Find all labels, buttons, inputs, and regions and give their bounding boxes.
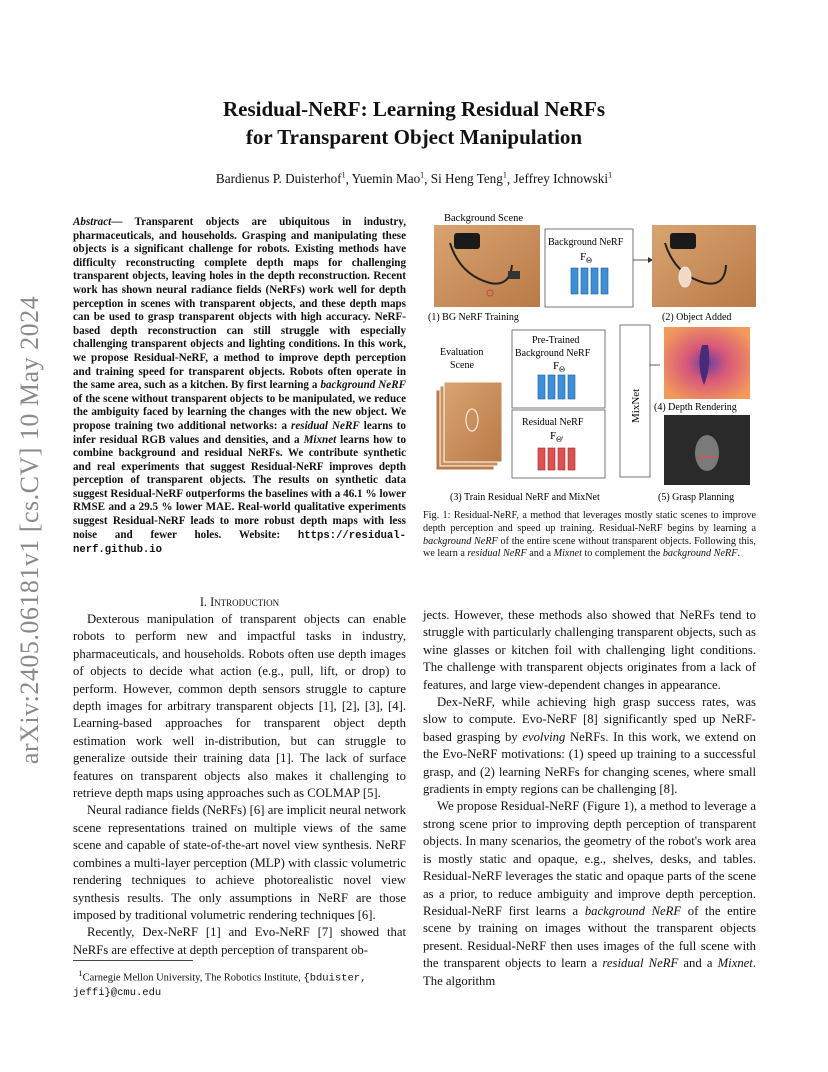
title-line-2: for Transparent Object Manipulation bbox=[245, 125, 583, 149]
mlp-bar bbox=[558, 375, 565, 399]
title-line-1: Residual-NeRF: Learning Residual NeRFs bbox=[222, 97, 606, 121]
abstract-label: Abstract bbox=[73, 216, 112, 228]
author: Si Heng Teng$^1$ bbox=[430, 171, 507, 187]
mlp-bar bbox=[548, 448, 555, 470]
author-list: Bardienus P. Duisterhof$^1$, Yuemin Mao$^1$, Si Heng Teng$^1$, Jeffrey Ichnowski$^1$ bbox=[215, 171, 613, 187]
train-residual-label: (3) Train Residual NeRF and MixNet bbox=[450, 492, 600, 503]
background-scene-label: Background Scene bbox=[444, 213, 524, 224]
mlp-bar bbox=[581, 268, 588, 294]
arxiv-sidebar bbox=[10, 270, 50, 790]
paragraph: Neural radiance fields (NeRFs) [6] are implicit neural network scene representations trained on multiple views of the same scene and capable of state-of-the-art novel view synthesis. NeRF combines a multi-layer perception (MLP) with classic volumetric rendering techniques to achieve photorealistic novel view synthesis results. The only assumptions in NeRF are those imposed by traditional volumetric rendering techniques [6]. bbox=[73, 803, 406, 922]
left-column-body bbox=[73, 611, 406, 959]
paragraph: jects. However, these methods also showed that NeRFs tend to struggle with particularly challenging transparent objects, such as wine glasses or kitchen foil with challenging light conditions. The challenge with transparent objects originates from a lack of features, and large view-dependent changes in appearance. bbox=[423, 608, 756, 692]
grasp-object bbox=[695, 435, 719, 471]
f-theta-prime: $F_{\Theta'}$ bbox=[550, 430, 564, 444]
arxiv-identifier: arXiv:2405.06181v1 [cs.CV] 10 May 2024 bbox=[15, 295, 44, 765]
mlp-bar bbox=[601, 268, 608, 294]
mlp-bar bbox=[558, 448, 565, 470]
object-added-label: (2) Object Added bbox=[662, 312, 732, 323]
paragraph: Dex-NeRF, while achieving high grasp success rates, was slow to compute. Evo-NeRF [8] significantly sped up NeRF-based grasping by evolving NeRFs. In this work, we extend on the Evo-NeRF motivations: (1) speed up training to a successful grasp, and (2) learning NeRFs for changing scenes, where small gradients in empty regions can be challenging [8]. bbox=[423, 695, 756, 797]
mlp-bar bbox=[538, 448, 545, 470]
object-added-photo bbox=[652, 225, 756, 307]
author: Yuemin Mao$^1$ bbox=[351, 171, 425, 187]
mlp-bar bbox=[568, 448, 575, 470]
svg-text:Scene: Scene bbox=[450, 360, 474, 371]
mixnet-label: MixNet bbox=[630, 388, 642, 423]
author: Bardienus P. Duisterhof$^1$ bbox=[215, 171, 346, 187]
transparent-object bbox=[679, 267, 691, 287]
pretrained-label-1: Pre-Trained bbox=[532, 335, 580, 346]
evaluation-scene-stack bbox=[436, 382, 502, 470]
mlp-bar bbox=[571, 268, 578, 294]
bag-2 bbox=[670, 233, 696, 249]
mlp-bar bbox=[591, 268, 598, 294]
mlp-bar bbox=[548, 375, 555, 399]
evaluation-scene-label: Evaluation bbox=[440, 347, 484, 358]
depth-rendering-label: (4) Depth Rendering bbox=[654, 402, 737, 413]
grasp-planning-label: (5) Grasp Planning bbox=[658, 492, 735, 503]
scene-frame bbox=[444, 382, 502, 462]
paper-title bbox=[80, 95, 748, 151]
f-theta-1: $F_\Theta$ bbox=[580, 251, 592, 265]
mlp-bar bbox=[568, 375, 575, 399]
mlp-bar bbox=[538, 375, 545, 399]
footnote: $^1$Carnegie Mellon University, The Robotics Institute, {bduister, jeffi}@cmu.edu bbox=[73, 968, 367, 999]
paragraph: Dexterous manipulation of transparent objects can enable robots to perform new and impactful tasks in industry, pharmaceuticals, and households. Robots often use depth images of objects to decide what action (e.g., pull, lift, or drop) to perform. However, common depth sensors struggle to capture depth images for arbitrary transparent objects [1], [2], [3], [4]. Learning-based approaches for transparent object depth estimation work well in-distribution, but can struggle to generalize outside their training data [1]. The lack of surface features on transparent objects also makes it challenging to retrieve depth maps using approaches such as COLMAP [5]. bbox=[73, 612, 406, 801]
section-heading-introduction: I. Introduction bbox=[199, 595, 280, 609]
footnote-rule bbox=[73, 960, 193, 961]
abstract: Abstract— Transparent objects are ubiquitous in industry, pharmaceuticals, and households. Grasping and manipulating these objects is a significant challenge for robots. Existing methods have difficulty reconstructing complete depth maps for challenging transparent objects, leaving holes in the depth reconstruction. Recent work has shown neural radiance fields (NeRFs) work well for depth perception in scenes with transparent objects, and these depth maps can be used to grasp transparent objects with high accuracy. NeRF-based depth reconstruction can still struggle with especially challenging transparent objects and lighting conditions. In this work, we propose Residual-NeRF, a method to improve depth perception and training speed for transparent objects. Robots often operate in the same area, such as a kitchen. By first learning a background NeRF of the scene without transparent objects to be manipulated, we reduce the ambiguity faced by learning the changes with the new object. We propose training two additional networks: a residual NeRF learns to infer residual RGB values and densities, and a Mixnet learns how to combine background and residual NeRFs. We contribute synthetic and real experiments that suggest Residual-NeRF improves depth perception of transparent objects. The results on synthetic data suggest Residual-NeRF outperforms the baselines with a 46.1 % lower RMSE and a 29.5 % lower MAE. Real-world qualitative experiments suggest Residual-NeRF leads to more robust depth maps with less noise and fewer holes. Website: https://residual-nerf.github.io bbox=[73, 216, 407, 557]
website-link[interactable]: https://residual-nerf.github.io bbox=[73, 529, 406, 557]
bg-nerf-training-label: (1) BG NeRF Training bbox=[428, 312, 519, 323]
device bbox=[508, 271, 520, 279]
bag bbox=[454, 233, 480, 249]
residual-nerf-label: Residual NeRF bbox=[522, 417, 584, 428]
paragraph: Recently, Dex-NeRF [1] and Evo-NeRF [7] showed that NeRFs are effective at depth perception of transparent ob- bbox=[73, 925, 406, 957]
f-theta-2: $F_\Theta$ bbox=[553, 360, 565, 374]
pretrained-label-2: Background NeRF bbox=[515, 348, 591, 359]
author: Jeffrey Ichnowski$^1$ bbox=[513, 171, 613, 187]
paragraph: We propose Residual-NeRF (Figure 1), a method to leverage a strong scene prior to improving depth perception of transparent objects. In many scenarios, the geometry of the robot's work area is mostly static and opaque, e.g., shelves, desks, and tables. Residual-NeRF leverages the static and opaque parts of the scene as a prior, to reduce ambiguity and improve depth perception. Residual-NeRF first learns a background NeRF of the entire scene by training on images without the transparent objects present. Residual-NeRF then uses images of the full scene with the transparent objects to learn a residual NeRF and a Mixnet. The algorithm bbox=[423, 799, 756, 988]
figure-caption: Fig. 1: Residual-NeRF, a method that leverages mostly static scenes to improve depth perception and speed up training. Residual-NeRF begins by learning a background NeRF of the entire scene without transparent objects. Following this, we learn a residual NeRF and a Mixnet to complement the background NeRF. bbox=[423, 510, 756, 560]
author-emails: {bduister, jeffi}@cmu.edu bbox=[73, 972, 367, 999]
right-column-body bbox=[423, 607, 756, 990]
background-nerf-label: Background NeRF bbox=[548, 237, 624, 248]
figure-1 bbox=[420, 205, 760, 507]
